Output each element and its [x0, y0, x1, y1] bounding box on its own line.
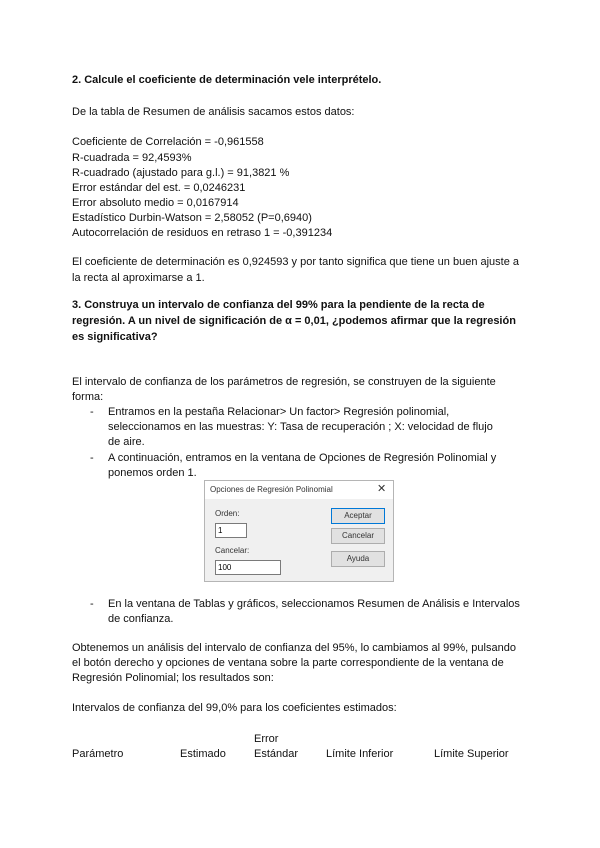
- bullet-line: de confianza.: [108, 613, 174, 625]
- dialog-title: Opciones de Regresión Polinomial: [210, 485, 333, 494]
- stat-line: Coeficiente de Correlación = -0,961558: [72, 136, 264, 148]
- section3-intro: El intervalo de confianza de los parámetros de regresión, se construyen de la siguiente: [72, 376, 496, 388]
- close-icon[interactable]: ✕: [377, 483, 387, 495]
- bullet-line: En la ventana de Tablas y gráficos, seleccionamos Resumen de Análisis e Intervalos: [108, 598, 520, 610]
- result-line: el botón derecho y opciones de ventana sobre la parte correspondiente de la ventana de: [72, 657, 504, 669]
- ayuda-button[interactable]: Ayuda: [331, 551, 385, 567]
- bullet-dash: -: [90, 406, 94, 418]
- bullet-dash: -: [90, 452, 94, 464]
- cancelar-button[interactable]: Cancelar: [331, 528, 385, 544]
- dialog-titlebar: [205, 481, 393, 499]
- orden-label: Orden:: [215, 509, 240, 518]
- conclusion-line: la recta al aproximarse a 1.: [72, 272, 205, 284]
- section3-intro: forma:: [72, 391, 104, 403]
- bullet-line: Entramos en la pestaña Relacionar> Un factor> Regresión polinomial,: [108, 406, 450, 418]
- result-line: Regresión Polinomial; los resultados son:: [72, 672, 274, 684]
- regression-options-dialog: [204, 480, 394, 582]
- bullet-line: ponemos orden 1.: [108, 467, 197, 479]
- stat-line: R-cuadrado (ajustado para g.l.) = 91,3821 %: [72, 167, 290, 179]
- stat-line: Estadístico Durbin-Watson = 2,58052 (P=0,6940): [72, 212, 312, 224]
- table-caption: Intervalos de confianza del 99,0% para los coeficientes estimados:: [72, 702, 397, 714]
- header-parametro: Parámetro: [72, 748, 124, 760]
- bullet-line: de aire.: [108, 436, 145, 448]
- bullet-line: seleccionamos en las muestras: Y: Tasa de recuperación ; X: velocidad de flujo: [108, 421, 493, 433]
- header-limite-superior: Límite Superior: [434, 748, 509, 760]
- section3-heading: 3. Construya un intervalo de confianza del 99% para la pendiente de la recta de: [72, 299, 485, 311]
- section2-intro: De la tabla de Resumen de análisis sacamos estos datos:: [72, 106, 355, 118]
- header-limite-inferior: Límite Inferior: [326, 748, 394, 760]
- header-error-bottom: Estándar: [254, 748, 299, 760]
- cancelar-input[interactable]: [215, 560, 281, 575]
- result-line: Obtenemos un análisis del intervalo de confianza del 95%, lo cambiamos al 99%, pulsando: [72, 642, 516, 654]
- stat-line: Autocorrelación de residuos en retraso 1 = -0,391234: [72, 227, 333, 239]
- bullet-dash: -: [90, 598, 94, 610]
- header-estimado: Estimado: [180, 748, 226, 760]
- stat-line: Error absoluto medio = 0,0167914: [72, 197, 239, 209]
- cancelar-label: Cancelar:: [215, 546, 250, 555]
- section2-heading: 2. Calcule el coeficiente de determinación vele interprételo.: [72, 74, 382, 86]
- header-error-top: Error: [254, 733, 279, 745]
- section3-heading: regresión. A un nivel de significación de α = 0,01, ¿podemos afirmar que la regresión: [72, 315, 516, 327]
- aceptar-button[interactable]: Aceptar: [331, 508, 385, 524]
- bullet-line: A continuación, entramos en la ventana de Opciones de Regresión Polinomial y: [108, 452, 497, 464]
- orden-input[interactable]: [215, 523, 247, 538]
- stat-line: Error estándar del est. = 0,0246231: [72, 182, 246, 194]
- section3-heading: es significativa?: [72, 331, 158, 343]
- stat-line: R-cuadrada = 92,4593%: [72, 152, 192, 164]
- conclusion-line: El coeficiente de determinación es 0,924593 y por tanto significa que tiene un buen ajuste a: [72, 256, 520, 268]
